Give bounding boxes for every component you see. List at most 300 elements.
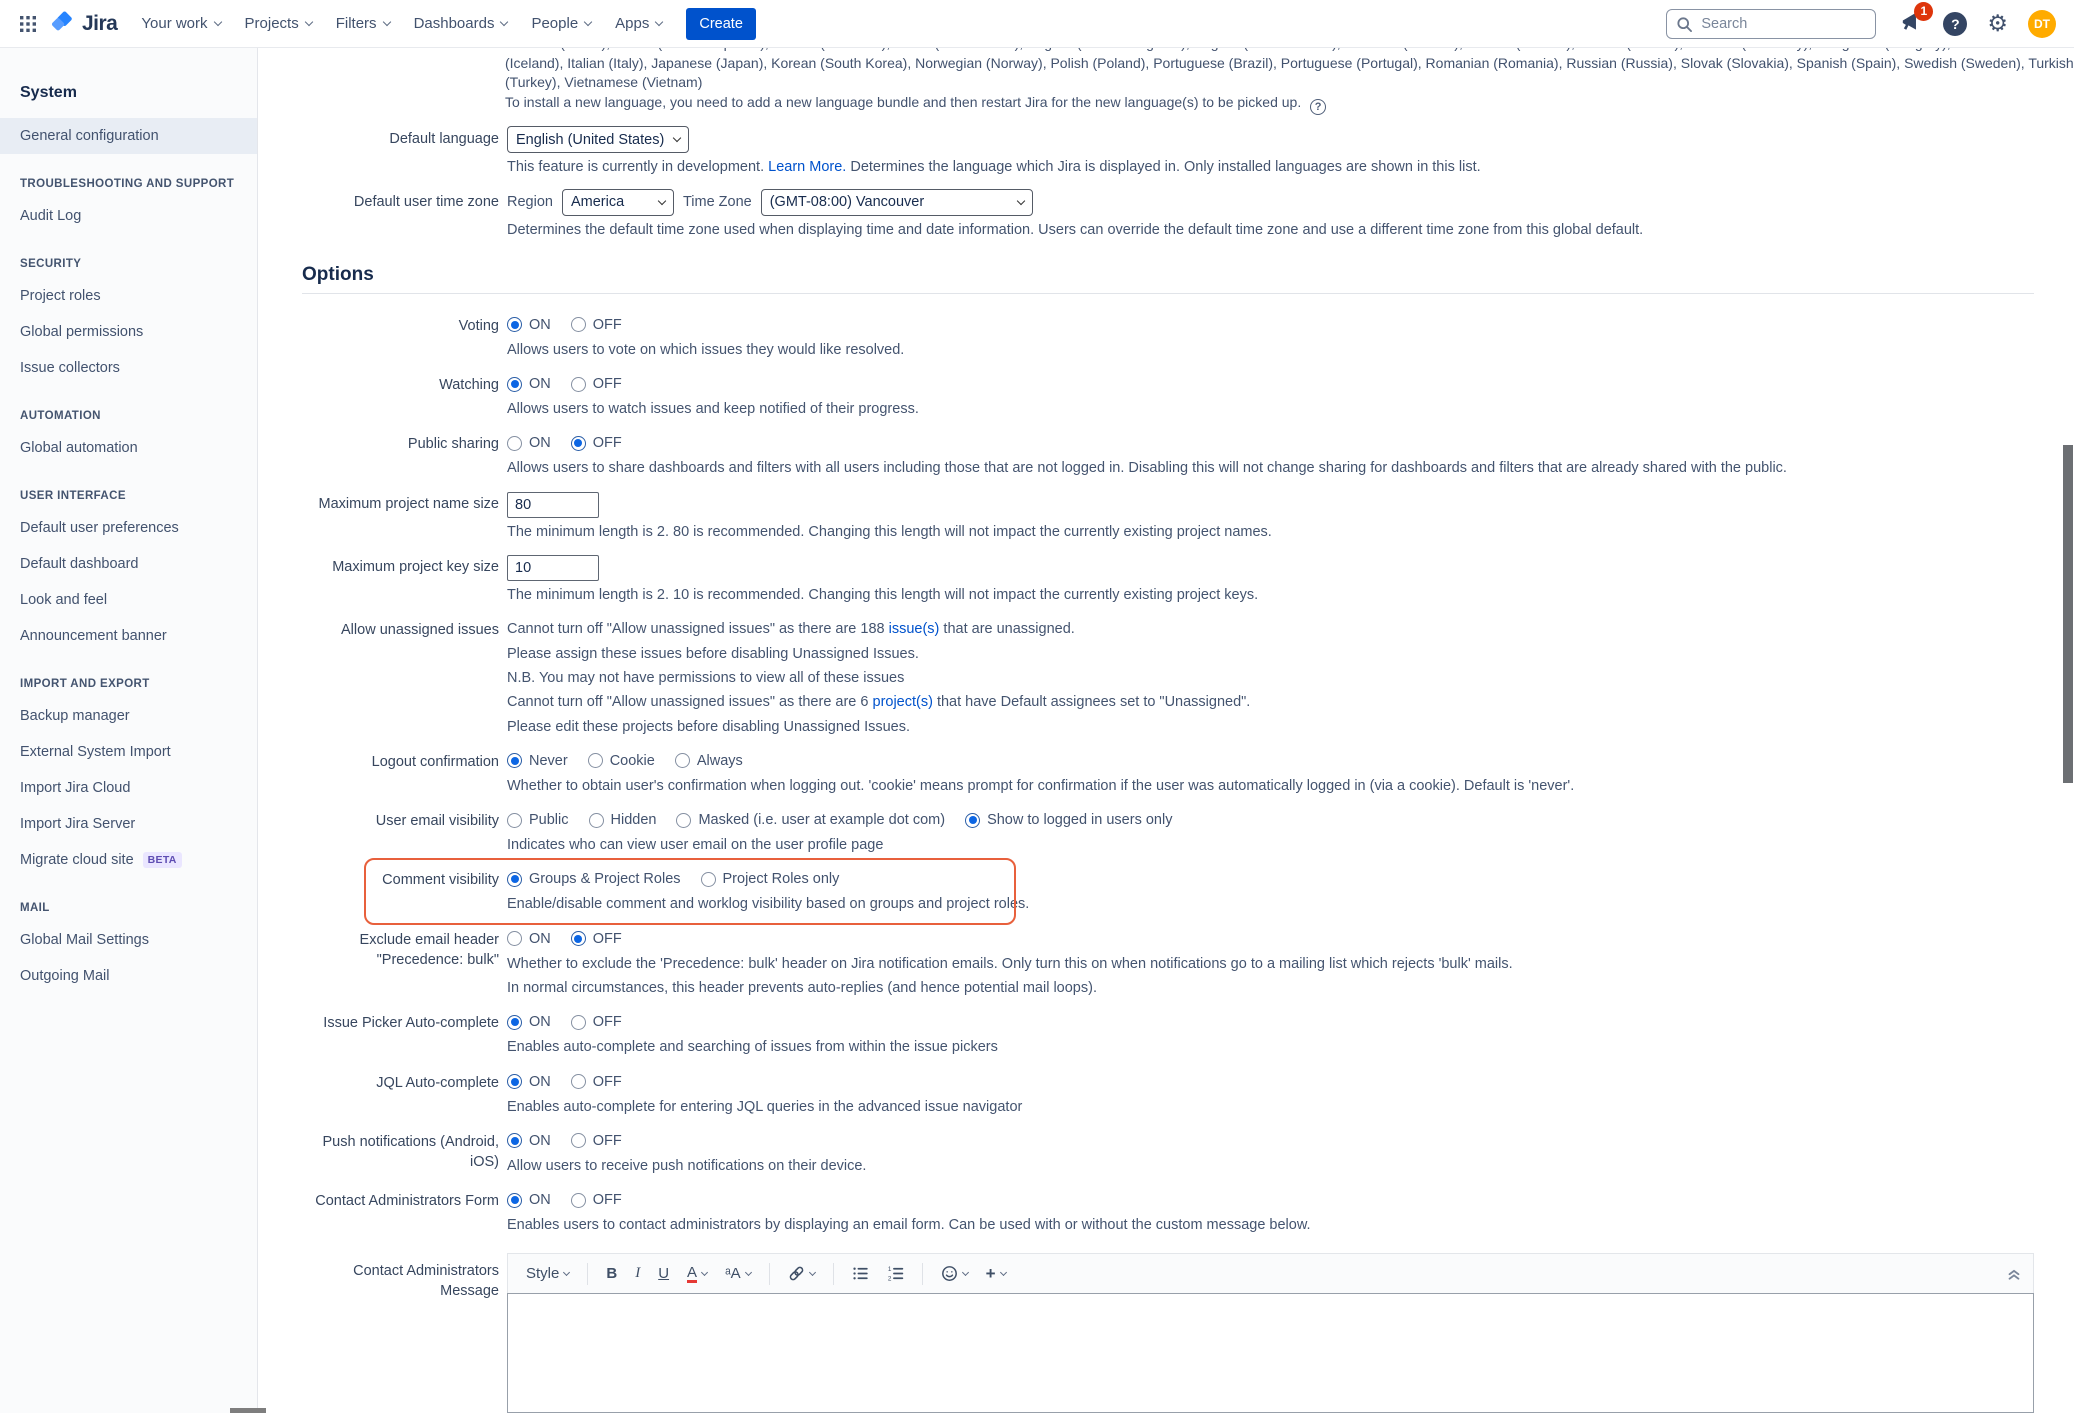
learn-more-link[interactable]: Learn More. <box>768 159 847 176</box>
toolbar-separator <box>587 1263 588 1285</box>
toolbar-separator <box>769 1263 770 1285</box>
radio-selected-icon[interactable] <box>571 931 586 946</box>
setting-body <box>507 1071 2034 1117</box>
chevron-down-icon <box>1016 196 1024 204</box>
setting-body <box>507 750 2034 796</box>
radio-option-on[interactable] <box>507 931 551 947</box>
sidebar-item-label: Backup manager <box>20 708 130 724</box>
radio-unselected-icon[interactable] <box>571 1193 586 1208</box>
sidebar-item-issue-collectors[interactable] <box>0 350 257 386</box>
time-zone-field-label: Time Zone <box>682 194 752 211</box>
sidebar-section-heading: MAIL <box>20 902 50 914</box>
setting-description: Enables auto-complete for entering JQL queries in the advanced issue navigator <box>507 1098 1023 1115</box>
radio-selected-icon[interactable] <box>507 1074 522 1089</box>
setting-description: Indicates who can view user email on the user profile page <box>507 837 884 854</box>
note-text: that are unassigned. <box>939 621 1075 638</box>
setting-label <box>302 555 499 605</box>
jira-logo-icon <box>50 11 75 37</box>
language-install-note-text: To install a new language, you need to add a new language bundle and then restart Jira for the new language(s) to be picked up. <box>505 93 1302 110</box>
message-textarea[interactable] <box>507 1293 2034 1413</box>
sidebar-item-label: Import Jira Server <box>20 816 136 832</box>
radio-selected-icon[interactable] <box>507 317 522 332</box>
radio-option-label: ON <box>529 1132 551 1149</box>
radio-selected-icon[interactable] <box>507 1133 522 1148</box>
radio-group-push-notifications-android <box>507 1130 2034 1152</box>
setting-label-line: Comment visibility <box>382 872 499 889</box>
insert-button[interactable] <box>978 1260 1014 1288</box>
chevron-down-icon <box>745 1269 752 1276</box>
radio-option-label: Groups & Project Roles <box>529 871 681 888</box>
radio-option-off[interactable] <box>571 435 622 451</box>
double-chevron-up-icon <box>2005 1265 2023 1283</box>
default-language-select[interactable] <box>507 126 689 153</box>
numbered-list-icon <box>887 1265 904 1282</box>
help-button[interactable]: ? <box>1943 12 1967 36</box>
radio-option-on[interactable] <box>507 1014 551 1030</box>
sidebar-item-global-mail-settings[interactable] <box>0 922 257 958</box>
top-navigation <box>0 0 2074 48</box>
sidebar-item-import-jira-server[interactable] <box>0 806 257 842</box>
italic-button[interactable]: I <box>635 1265 641 1282</box>
settings-sidebar <box>0 48 258 1413</box>
sidebar-item-look-and-feel[interactable] <box>0 582 257 618</box>
nav-item-label: People <box>531 15 579 32</box>
radio-option-label: OFF <box>592 1073 622 1090</box>
setting-label-line: Public sharing <box>407 436 499 453</box>
setting-description: Allows users to watch issues and keep notified of their progress. <box>507 401 919 418</box>
radio-option-label: OFF <box>592 1192 622 1209</box>
search-input[interactable] <box>1666 9 1876 39</box>
radio-option-label: OFF <box>592 376 622 393</box>
radio-option-off[interactable] <box>571 1014 622 1030</box>
radio-selected-icon[interactable] <box>571 436 586 451</box>
setting-label-line: iOS) <box>470 1153 499 1170</box>
setting-label <box>302 618 499 736</box>
chevron-down-icon <box>1000 1269 1007 1276</box>
radio-option-label: ON <box>529 316 551 333</box>
page-scrollbar-thumb[interactable] <box>2063 445 2073 783</box>
setting-label-line: Contact Administrators Form <box>315 1193 499 1210</box>
sidebar-item-label: Audit Log <box>20 208 82 224</box>
chevron-down-icon <box>382 17 390 25</box>
setting-label-line: Exclude email header <box>359 931 499 948</box>
radio-selected-icon[interactable] <box>507 872 522 887</box>
setting-row-push-notifications-android <box>302 1130 2034 1176</box>
setting-description: Whether to obtain user's confirmation when logging out. 'cookie' means prompt for confirmation if the user was automatically logged in (via a cookie). Default is 'never'. <box>507 777 1575 794</box>
chevron-down-icon <box>563 1269 570 1276</box>
radio-option-on[interactable] <box>507 1074 551 1090</box>
setting-description: The minimum length is 2. 80 is recommended. Changing this length will not impact the currently existing project names. <box>507 523 1272 540</box>
radio-option-label: ON <box>529 930 551 947</box>
nav-item-people[interactable] <box>519 0 603 48</box>
sidebar-item-general-configuration[interactable] <box>0 118 257 154</box>
setting-label <box>302 1011 499 1057</box>
inline-link[interactable]: issue(s) <box>888 621 940 638</box>
setting-label-line: Voting <box>458 317 499 334</box>
toolbar-separator <box>833 1263 834 1285</box>
radio-unselected-icon[interactable] <box>589 813 604 828</box>
chevron-down-icon <box>701 1269 708 1276</box>
beta-badge: BETA <box>143 852 182 868</box>
setting-row-watching <box>302 373 2034 419</box>
sidebar-item-default-user-preferences[interactable] <box>0 510 257 546</box>
setting-label-line: Maximum project name size <box>318 495 499 512</box>
setting-note-line <box>507 618 2034 639</box>
setting-label-line: Push notifications (Android, <box>322 1133 499 1150</box>
sidebar-item-external-system-import[interactable] <box>0 734 257 770</box>
sidebar-item-label: Global automation <box>20 440 138 456</box>
primary-nav-menu <box>129 0 674 48</box>
emoji-button[interactable] <box>933 1261 976 1286</box>
setting-label-line: Watching <box>439 377 499 394</box>
radio-option-public[interactable] <box>507 812 569 828</box>
time-zone-label: Default user time zone <box>353 193 499 210</box>
setting-row-jql-auto-complete <box>302 1071 2034 1117</box>
radio-selected-icon[interactable] <box>965 813 980 828</box>
radio-option-label: Project Roles only <box>722 871 840 888</box>
sidebar-item-label: Import Jira Cloud <box>20 780 131 796</box>
default-language-description <box>507 158 2034 177</box>
notification-badge: 1 <box>1914 2 1933 21</box>
setting-row-exclude-email-header <box>302 928 2034 999</box>
settings-rows <box>302 314 2034 1236</box>
setting-row-contact-administrators-form <box>302 1189 2034 1235</box>
sidebar-item-backup-manager[interactable] <box>0 698 257 734</box>
style-dropdown-button[interactable] <box>518 1261 577 1286</box>
sidebar-item-label: Default dashboard <box>20 556 139 572</box>
sidebar-item-migrate-cloud-site[interactable] <box>0 842 257 878</box>
note-text: Cannot turn off "Allow unassigned issues" as there are 6 <box>507 694 873 711</box>
nav-item-label: Apps <box>615 15 650 32</box>
label-line: Contact Administrators <box>353 1263 499 1280</box>
radio-option-label: ON <box>529 1192 551 1209</box>
radio-unselected-icon[interactable] <box>701 872 716 887</box>
radio-group-comment-visibility <box>507 868 2034 890</box>
nav-item-your-work[interactable] <box>129 0 232 48</box>
sidebar-item-audit-log[interactable] <box>0 198 257 234</box>
setting-body <box>507 432 2034 478</box>
radio-option-on[interactable] <box>507 435 551 451</box>
radio-unselected-icon[interactable] <box>507 813 522 828</box>
nav-item-label: Dashboards <box>413 15 495 32</box>
collapse-toolbar-button[interactable] <box>2005 1265 2023 1283</box>
radio-group-issue-picker-auto-complete <box>507 1011 2034 1033</box>
emoji-icon <box>941 1265 958 1282</box>
chevron-down-icon <box>584 17 592 25</box>
radio-selected-icon[interactable] <box>507 377 522 392</box>
radio-option-label: OFF <box>592 1132 622 1149</box>
sidebar-sections <box>0 118 257 994</box>
setting-body <box>507 868 2034 914</box>
radio-unselected-icon[interactable] <box>676 813 691 828</box>
radio-option-show-to-logged-in-users-only[interactable] <box>965 812 1172 828</box>
radio-option-off[interactable] <box>571 376 622 392</box>
setting-label <box>302 750 499 796</box>
setting-description: Allows users to vote on which issues they would like resolved. <box>507 341 905 358</box>
setting-row-allow-unassigned-issues <box>302 618 2034 736</box>
region-value: America <box>570 194 625 211</box>
sidebar-item-announcement-banner[interactable] <box>0 618 257 654</box>
setting-body <box>507 1011 2034 1057</box>
text-styles-glyph: ᵃA <box>725 1265 741 1283</box>
sidebar-item-label: Global Mail Settings <box>20 932 149 948</box>
radio-option-on[interactable] <box>507 1133 551 1149</box>
radio-group-jql-auto-complete <box>507 1071 2034 1093</box>
chevron-down-icon <box>655 17 663 25</box>
setting-label-line: User email visibility <box>375 813 499 830</box>
setting-body <box>507 555 2034 605</box>
contact-administrators-message-label <box>302 1253 499 1413</box>
radio-option-off[interactable] <box>571 1074 622 1090</box>
radio-unselected-icon[interactable] <box>571 377 586 392</box>
setting-label <box>302 1189 499 1235</box>
nav-item-label: Your work <box>141 15 208 32</box>
setting-row-maximum-project-name-size <box>302 492 2034 542</box>
setting-row-public-sharing <box>302 432 2034 478</box>
radio-option-off[interactable] <box>571 1192 622 1208</box>
radio-option-label: Public <box>529 812 569 829</box>
radio-option-groups-project-roles[interactable] <box>507 871 681 887</box>
radio-option-label: OFF <box>592 435 622 452</box>
bullet-list-button[interactable] <box>844 1261 877 1286</box>
radio-unselected-icon[interactable] <box>507 436 522 451</box>
radio-option-never[interactable] <box>507 753 568 769</box>
nav-right <box>1666 4 2056 39</box>
radio-group-contact-administrators-form <box>507 1189 2034 1211</box>
setting-row-user-email-visibility <box>302 809 2034 855</box>
setting-body <box>507 928 2034 999</box>
setting-label <box>302 314 499 360</box>
chevron-down-icon <box>809 1269 816 1276</box>
radio-option-always[interactable] <box>675 753 743 769</box>
chevron-down-icon <box>962 1269 969 1276</box>
language-install-note <box>505 93 2034 116</box>
setting-note-line <box>507 645 2034 664</box>
underline-button[interactable]: U <box>658 1265 670 1283</box>
sidebar-item-global-automation[interactable] <box>0 430 257 466</box>
setting-label <box>302 868 499 914</box>
radio-option-off[interactable] <box>571 1133 622 1149</box>
setting-label-line: JQL Auto-complete <box>376 1074 499 1091</box>
sidebar-item-label: Look and feel <box>20 592 108 608</box>
radio-option-label: Cookie <box>609 752 655 769</box>
search-icon <box>1676 16 1693 33</box>
radio-unselected-icon[interactable] <box>571 1015 586 1030</box>
sidebar-item-label: Project roles <box>20 288 101 304</box>
editor-toolbar <box>507 1253 2034 1293</box>
radio-option-label: Hidden <box>610 812 657 829</box>
settings-gear-icon[interactable]: ⚙ <box>1987 10 2008 36</box>
nav-item-apps[interactable] <box>603 0 674 48</box>
plus-icon: + <box>985 1263 996 1283</box>
nav-item-dashboards[interactable] <box>402 0 520 48</box>
radio-option-on[interactable] <box>507 317 551 333</box>
description-text: Determines the language which Jira is displayed in. Only installed languages are shown in this list. <box>846 159 1481 176</box>
nav-item-label: Projects <box>244 15 299 32</box>
radio-option-cookie[interactable] <box>588 753 655 769</box>
nav-left <box>18 0 756 48</box>
setting-body <box>507 492 2034 542</box>
sidebar-title: System <box>20 84 77 101</box>
numbered-list-button[interactable] <box>879 1261 912 1286</box>
radio-option-on[interactable] <box>507 376 551 392</box>
language-list-line: (Turkey), Vietnamese (Vietnam) <box>505 74 703 90</box>
sidebar-item-label: Global permissions <box>20 324 144 340</box>
text-color-letter: A <box>687 1263 698 1281</box>
link-button[interactable] <box>780 1261 823 1286</box>
label-line: Message <box>440 1283 499 1300</box>
radio-option-label: OFF <box>592 316 622 333</box>
radio-unselected-icon[interactable] <box>571 317 586 332</box>
text-styles-button[interactable] <box>717 1261 759 1286</box>
radio-selected-icon[interactable] <box>507 1193 522 1208</box>
radio-option-masked-i-e-user-at-example-dot-com[interactable] <box>676 812 945 828</box>
maximum-project-name-size-input[interactable] <box>507 492 599 518</box>
radio-group-logout-confirmation <box>507 750 2034 772</box>
sidebar-section-heading: SECURITY <box>20 258 82 270</box>
radio-option-on[interactable] <box>507 1192 551 1208</box>
radio-option-label: Always <box>696 752 743 769</box>
setting-label <box>302 1071 499 1117</box>
note-text: N.B. You may not have permissions to view all of these issues <box>507 669 905 686</box>
chevron-down-icon <box>304 17 312 25</box>
default-language-label: Default language <box>389 131 499 148</box>
time-zone-select[interactable] <box>761 189 1033 216</box>
text-color-button[interactable] <box>679 1261 715 1287</box>
contact-administrators-message-row <box>302 1253 2034 1413</box>
radio-unselected-icon[interactable] <box>588 753 603 768</box>
sidebar-item-label: External System Import <box>20 744 171 760</box>
setting-description: In normal circumstances, this header prevents auto-replies (and hence potential mail loops). <box>507 980 1097 996</box>
language-list-line: (Iceland), Italian (Italy), Japanese (Japan), Korean (South Korea), Norwegian (Norway), Polish (Poland), Portuguese (Brazil), Portuguese (Portugal), Romanian (Romania), Russian (Russia), Slovak (Slovakia), Spanish (Spain), Swedish (Sweden), Turkish <box>505 54 2074 71</box>
sidebar-section-heading: TROUBLESHOOTING AND SUPPORT <box>20 178 235 190</box>
sidebar-item-project-roles[interactable] <box>0 278 257 314</box>
setting-body <box>507 1189 2034 1235</box>
help-question-icon[interactable]: ? <box>1310 99 1326 115</box>
radio-option-label: Never <box>529 752 568 769</box>
sidebar-item-label: Announcement banner <box>20 628 167 644</box>
setting-description: Allow users to receive push notifications on their device. <box>507 1157 867 1174</box>
note-text: Please assign these issues before disabling Unassigned Issues. <box>507 645 919 662</box>
sidebar-section-heading: USER INTERFACE <box>20 490 126 502</box>
setting-note-line <box>507 718 2034 737</box>
region-label: Region <box>507 194 553 211</box>
time-zone-value: (GMT-08:00) Vancouver <box>769 194 925 211</box>
app-switcher-icon[interactable] <box>18 16 44 32</box>
radio-selected-icon[interactable] <box>507 753 522 768</box>
radio-option-hidden[interactable] <box>589 812 657 828</box>
search-box <box>1666 9 1876 39</box>
sidebar-item-global-permissions[interactable] <box>0 314 257 350</box>
radio-option-off[interactable] <box>571 931 622 947</box>
radio-option-off[interactable] <box>571 317 622 333</box>
setting-row-comment-visibility <box>302 868 2034 914</box>
setting-note-line <box>507 693 2034 712</box>
time-zone-description: Determines the default time zone used when displaying time and date information. Users can override the default time zone and use a different time zone from this global default. <box>507 221 1644 238</box>
setting-label <box>302 492 499 542</box>
radio-unselected-icon[interactable] <box>571 1133 586 1148</box>
note-text: Cannot turn off "Allow unassigned issues" as there are 188 <box>507 621 889 638</box>
setting-label <box>302 432 499 478</box>
note-text: Please edit these projects before disabling Unassigned Issues. <box>507 718 911 735</box>
radio-selected-icon[interactable] <box>507 1015 522 1030</box>
setting-label-line: Logout confirmation <box>371 753 499 770</box>
setting-label <box>302 1130 499 1176</box>
setting-description: Enable/disable comment and worklog visibility based on groups and project roles. <box>507 896 1030 913</box>
sidebar-item-default-dashboard[interactable] <box>0 546 257 582</box>
radio-option-label: OFF <box>592 930 622 947</box>
chevron-down-icon <box>673 134 681 142</box>
nav-item-projects[interactable] <box>233 0 324 48</box>
maximum-project-key-size-input[interactable] <box>507 555 599 581</box>
setting-label <box>302 928 499 999</box>
svg-text:2: 2 <box>887 1275 892 1283</box>
default-language-row <box>302 126 2034 177</box>
radio-option-label: OFF <box>592 1014 622 1031</box>
radio-unselected-icon[interactable] <box>507 931 522 946</box>
setting-label-line: "Precedence: bulk" <box>376 951 499 968</box>
setting-body <box>507 618 2034 736</box>
region-select[interactable] <box>562 189 674 216</box>
setting-row-voting <box>302 314 2034 360</box>
description-text: This feature is currently in development. <box>507 159 769 176</box>
setting-description: The minimum length is 2. 10 is recommended. Changing this length will not impact the currently existing project keys. <box>507 587 1259 604</box>
general-configuration-content <box>258 48 2074 1413</box>
radio-group-voting <box>507 314 2034 336</box>
setting-description: Enables users to contact administrators by displaying an email form. Can be used with or without the custom message below. <box>507 1217 1311 1234</box>
avatar[interactable]: DT <box>2028 10 2056 38</box>
svg-text:1: 1 <box>887 1266 892 1274</box>
style-dropdown-label: Style <box>526 1265 560 1283</box>
options-divider <box>302 293 2034 294</box>
setting-body <box>507 314 2034 360</box>
setting-label-line: Maximum project key size <box>332 559 499 576</box>
sidebar-item-outgoing-mail[interactable] <box>0 958 257 994</box>
radio-option-label: Masked (i.e. user at example dot com) <box>698 812 946 829</box>
sidebar-item-import-jira-cloud[interactable] <box>0 770 257 806</box>
setting-label <box>302 809 499 855</box>
notifications-button[interactable] <box>1900 4 1928 38</box>
inline-link[interactable]: project(s) <box>872 694 933 711</box>
setting-body <box>507 809 2034 855</box>
chevron-down-icon <box>213 17 221 25</box>
grid-icon <box>20 16 36 32</box>
setting-label-line: Issue Picker Auto-complete <box>323 1015 499 1032</box>
setting-row-logout-confirmation <box>302 750 2034 796</box>
nav-item-filters[interactable] <box>324 0 402 48</box>
jira-logo[interactable] <box>46 11 127 37</box>
default-language-value: English (United States) <box>516 131 665 148</box>
sidebar-item-label: Outgoing Mail <box>20 968 110 984</box>
setting-description: Allows users to share dashboards and filters with all users including those that are not logged in. Disabling this will not change sharing for dashboards and filters that are already shared with the public. <box>507 460 1787 477</box>
create-button[interactable]: Create <box>686 8 756 40</box>
setting-label <box>302 373 499 419</box>
setting-body <box>507 1130 2034 1176</box>
sidebar-item-label: General configuration <box>20 128 159 144</box>
setting-row-issue-picker-auto-complete <box>302 1011 2034 1057</box>
sidebar-item-label: Migrate cloud site <box>20 852 134 868</box>
bold-button[interactable]: B <box>606 1265 618 1283</box>
radio-option-project-roles-only[interactable] <box>701 871 840 887</box>
chevron-down-icon <box>500 17 508 25</box>
nav-item-label: Filters <box>335 15 377 32</box>
setting-body <box>507 373 2034 419</box>
radio-unselected-icon[interactable] <box>571 1074 586 1089</box>
jira-logo-text: Jira <box>82 11 118 35</box>
options-heading: Options <box>302 263 374 285</box>
radio-group-watching <box>507 373 2034 395</box>
radio-unselected-icon[interactable] <box>675 753 690 768</box>
